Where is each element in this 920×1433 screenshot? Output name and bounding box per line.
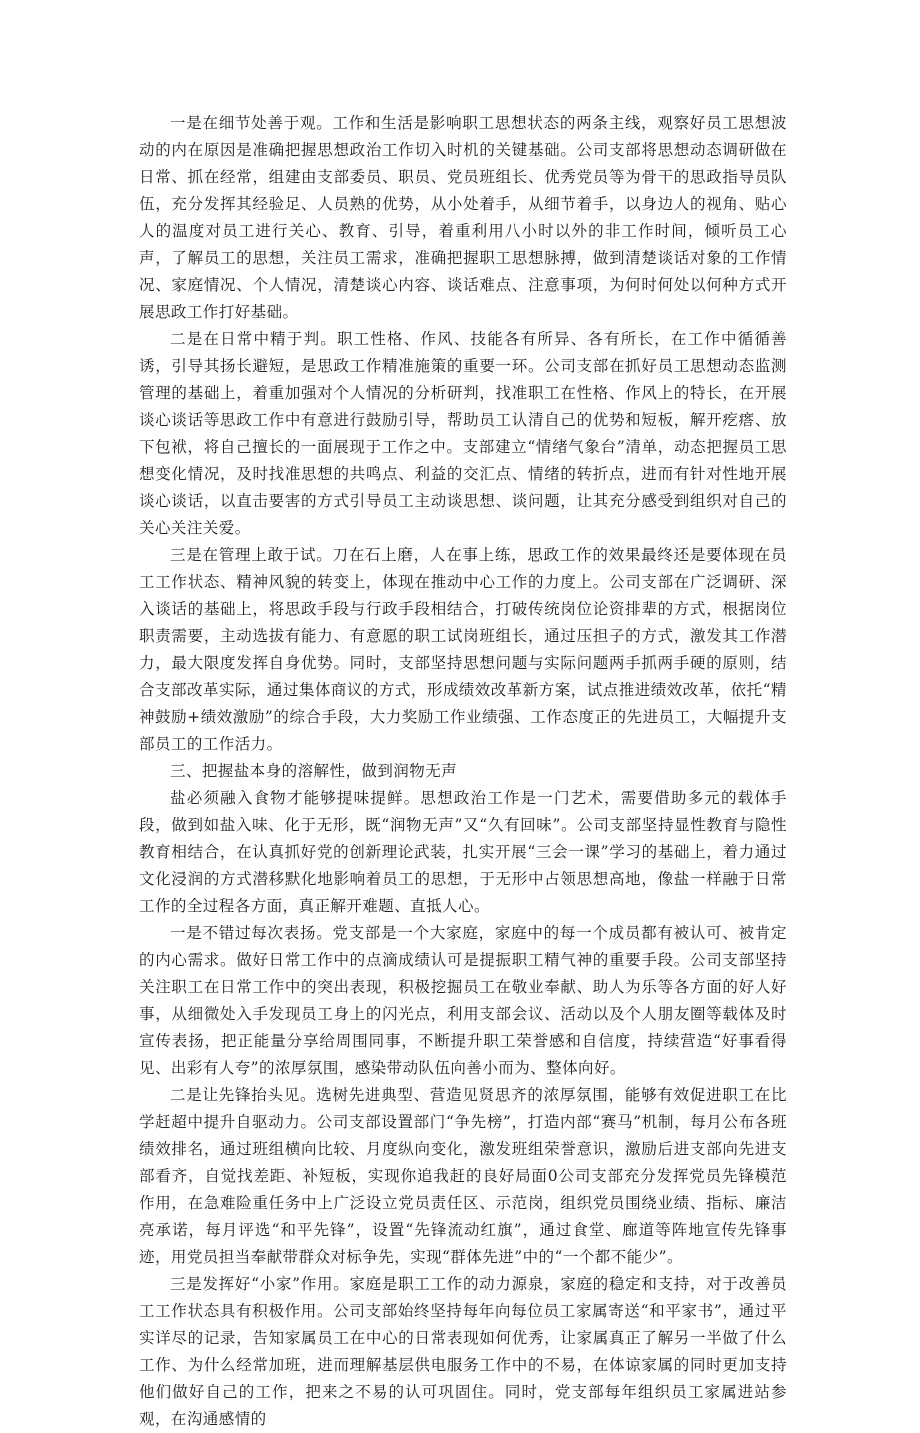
section-heading-three: 三、把握盐本身的溶解性，做到润物无声 xyxy=(170,762,458,780)
paragraph-daily-judgement: 二是在日常中精于判。职工性格、作风、技能各有所异、各有所长，在工作中循循善诱，引导其扬长避短，是思政工作精准施策的重要一环。公司支部在抓好员工思想动态监测管理的基础上，着重加强对个人情况的分析研判，找准职工在性格、作风上的特长，在开展谈心谈话等思政工作中有意进行鼓励引导，帮助员工认清自己的优势和短板，解开疙瘩、放下包袱，将自己擅长的一面展现于工作之中。支部建立“情绪气象台”清单，动态把握员工思想变化情况，及时找准思想的共鸣点、利益的交汇点、情绪的转折点，进而有针对性地开展谈心谈话，以直击要害的方式引导员工主动谈思想、谈问题，让其充分感受到组织对自己的关心关注关爱。 xyxy=(139,330,787,537)
paragraph-management-trial: 三是在管理上敢于试。刀在石上磨，人在事上练，思政工作的效果最终还是要体现在员工工作状态、精神风貌的转变上，体现在推动中心工作的力度上。公司支部在广泛调研、深入谈话的基础上，将思政手段与行政手段相结合，打破传统岗位论资排辈的方式，根据岗位职责需要，主动选拔有能力、有意愿的职工试岗班组长，通过压担子的方式，激发其工作潜力，最大限度发挥自身优势。同时，支部坚持思想问题与实际问题两手抓两手硬的原则，结合支部改革实际，通过集体商议的方式，形成绩效改革新方案，试点推进绩效改革，依托“精神鼓励+绩效激励”的综合手段，大力奖励工作业绩强、工作态度正的先进员工，大幅提升支部员工的工作活力。 xyxy=(139,546,787,753)
document-body xyxy=(139,110,787,1433)
paragraph-salt-dissolve: 盐必须融入食物才能够提味提鲜。思想政治工作是一门艺术，需要借助多元的载体手段，做到如盐入味、化于无形，既“润物无声”又“久有回味”。公司支部坚持显性教育与隐性教育相结合，在认真抓好党的创新理论武装，扎实开展“三会一课”学习的基础上，着力通过文化浸润的方式潜移默化地影响着员工的思想，于无形中占领思想高地，像盐一样融于日常工作的全过程各方面，真正解开难题、直抵人心。 xyxy=(139,789,787,915)
paragraph-family: 三是发挥好“小家”作用。家庭是职工工作的动力源泉，家庭的稳定和支持，对于改善员工工作状态具有积极作用。公司支部始终坚持每年向每位员工家属寄送“和平家书”，通过平实详尽的记录，告知家属员工在中心的日常表现如何优秀，让家属真正了解另一半做了什么工作、为什么经常加班，进而理解基层供电服务工作中的不易，在体谅家属的同时更加支持他们做好自己的工作，把来之不易的认可巩固住。同时，党支部每年组织员工家属进站参观，在沟通感情的 xyxy=(139,1275,787,1428)
paragraph-pioneer: 二是让先锋抬头见。选树先进典型、营造见贤思齐的浓厚氛围，能够有效促进职工在比学赶超中提升自驱动力。公司支部设置部门“争先榜”，打造内部“赛马”机制，每月公布各班绩效排名，通过班组横向比较、月度纵向变化，激发班组荣誉意识，激励后进支部向先进支部看齐，自觉找差距、补短板，实现你追我赶的良好局面0公司支部充分发挥党员先锋模范作用，在急难险重任务中上广泛设立党员责任区、示范岗，组织党员围绕业绩、指标、廉洁亮承诺，每月评选“和平先锋”，设置“先锋流动红旗”，通过食堂、廊道等阵地宣传先锋事迹，用党员担当奉献带群众对标争先，实现“群体先进”中的“一个都不能少”。 xyxy=(139,1086,787,1266)
paragraph-praise: 一是不错过每次表扬。党支部是一个大家庭，家庭中的每一个成员都有被认可、被肯定的内心需求。做好日常工作中的点滴成绩认可是提振职工精气神的重要手段。公司支部坚持关注职工在日常工作中的突出表现，积极挖掘员工在敬业奉献、助人为乐等各方面的好人好事，从细微处入手发现员工身上的闪光点，利用支部会议、活动以及个人朋友圈等载体及时宣传表扬，把正能量分享给周围同事，不断提升职工荣誉感和自信度，持续营造“好事看得见、出彩有人夸”的浓厚氛围，感染带动队伍向善小而为、整体向好。 xyxy=(139,924,787,1077)
paragraph-detail-observation: 一是在细节处善于观。工作和生活是影响职工思想状态的两条主线，观察好员工思想波动的内在原因是准确把握思想政治工作切入时机的关键基础。公司支部将思想动态调研做在日常、抓在经常，组建由支部委员、职员、党员班组长、优秀党员等为骨干的思政指导员队伍，充分发挥其经验足、人员熟的优势，从小处着手，从细节着手，以身边人的视角、贴心人的温度对员工进行关心、教育、引导，着重利用八小时以外的非工作时间，倾听员工心声，了解员工的思想，关注员工需求，准确把握职工思想脉搏，做到清楚谈话对象的工作情况、家庭情况、个人情况，清楚谈心内容、谈话难点、注意事项，为何时何处以何种方式开展思政工作打好基础。 xyxy=(139,114,787,321)
